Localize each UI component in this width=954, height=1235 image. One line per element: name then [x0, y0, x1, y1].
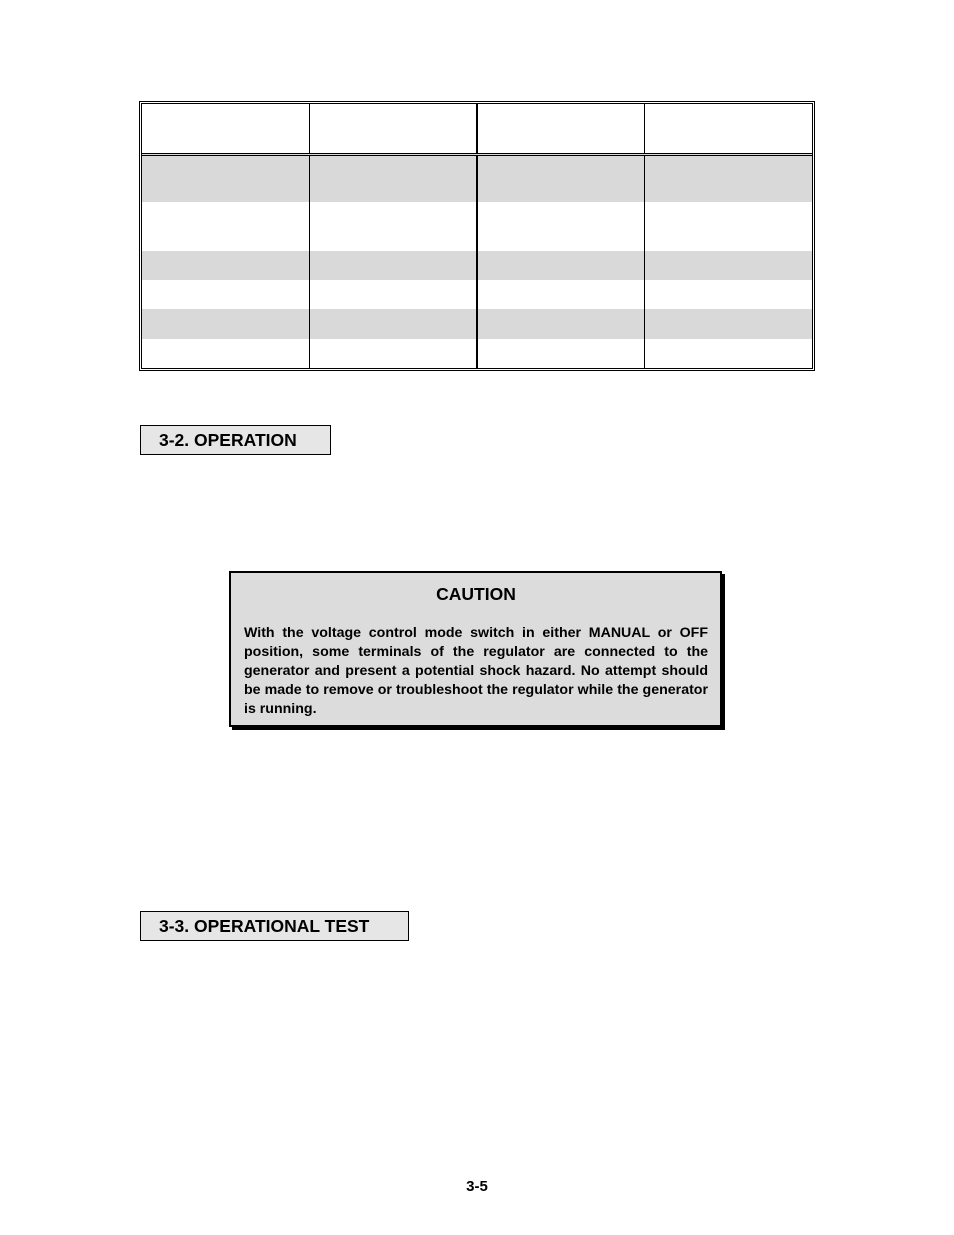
table-cell: [477, 202, 645, 250]
caution-box: [229, 571, 722, 727]
table-cell: [645, 280, 813, 309]
page-number: 3-5: [466, 1178, 488, 1195]
table-cell: [477, 339, 645, 368]
table-cell: [142, 280, 310, 309]
caution-text: With the voltage control mode switch in either MANUAL or OFF position, some terminals of the regulator are connected to the generator and present a potential shock hazard. No attempt should be made to remove or troubleshoot the regulator while the generator is running.: [244, 625, 708, 717]
table-cell: [310, 280, 478, 309]
table-cell: [310, 251, 478, 280]
table-cell: [477, 154, 645, 202]
table-header-cell: [142, 104, 310, 154]
table-cell: [477, 251, 645, 280]
table-header-cell: [310, 104, 478, 154]
table-row: [142, 251, 812, 280]
table-cell: [310, 154, 478, 202]
table-cell: [645, 202, 813, 250]
table-row: [142, 154, 812, 202]
table-cell: [645, 154, 813, 202]
table-cell: [310, 309, 478, 338]
table-cell: [142, 202, 310, 250]
table-cell: [310, 202, 478, 250]
section-heading-operational-test: 3-3. OPERATIONAL TEST: [140, 911, 409, 941]
caution-title: CAUTION: [436, 584, 516, 604]
table-row: [142, 309, 812, 338]
table-cell: [645, 251, 813, 280]
table-cell: [142, 309, 310, 338]
table-cell: [142, 154, 310, 202]
table-cell: [142, 251, 310, 280]
table-cell: [645, 309, 813, 338]
data-table: [139, 101, 815, 371]
table-cell: [645, 339, 813, 368]
table-cell: [142, 339, 310, 368]
table-cell: [477, 280, 645, 309]
table-row: [142, 202, 812, 250]
table-grid: [142, 104, 812, 368]
table-header-cell: [645, 104, 813, 154]
table-header-cell: [477, 104, 645, 154]
table-header-row: [142, 104, 812, 154]
table-cell: [477, 309, 645, 338]
table-cell: [310, 339, 478, 368]
table-row: [142, 339, 812, 368]
table-row: [142, 280, 812, 309]
section-heading-operation: 3-2. OPERATION: [140, 425, 331, 455]
